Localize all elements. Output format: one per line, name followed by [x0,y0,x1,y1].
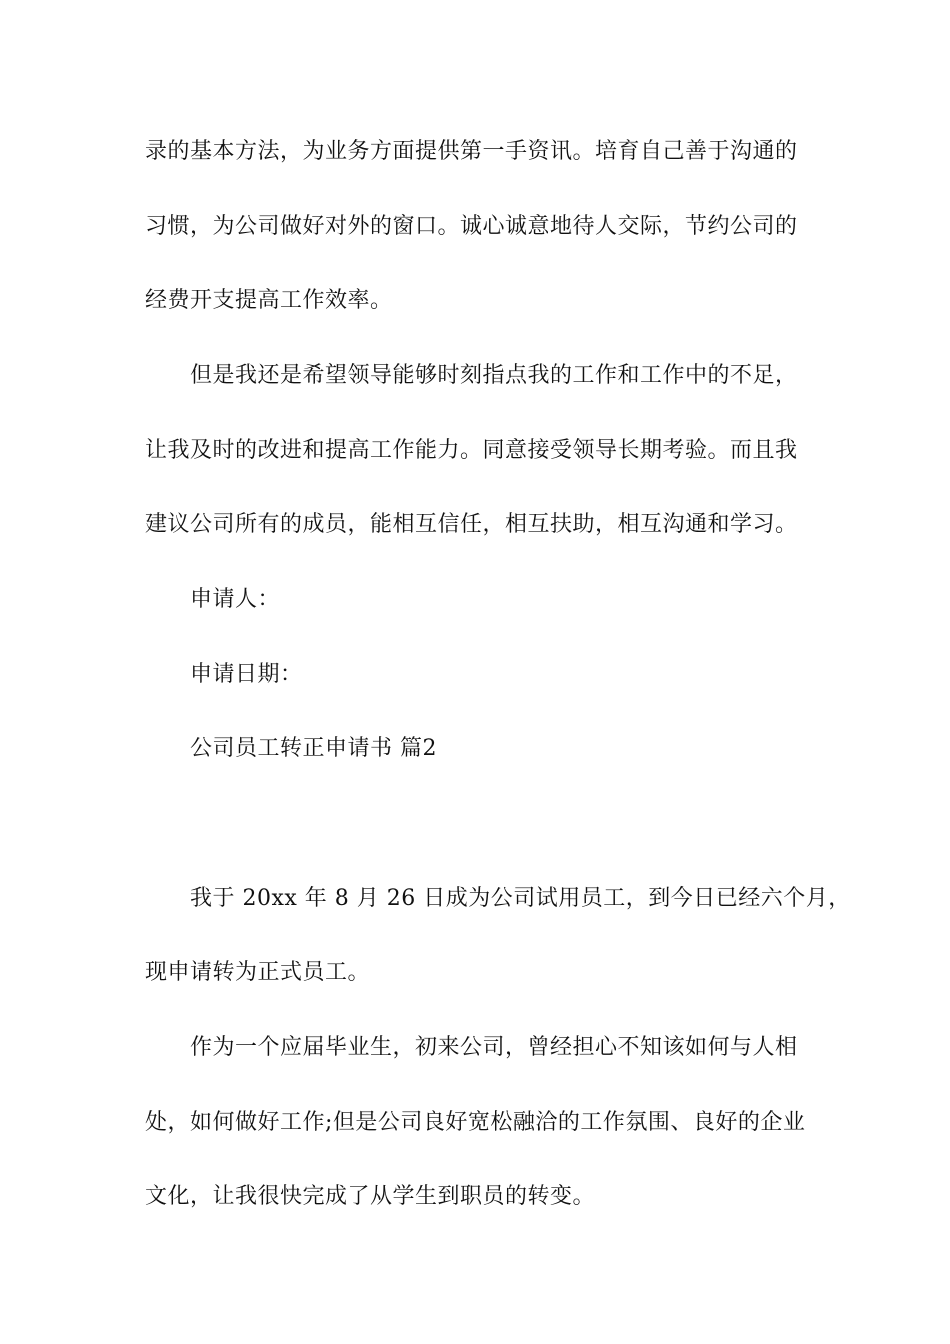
section-title: 公司员工转正申请书 篇2 [190,736,437,761]
application-date-label: 申请日期： [190,662,303,687]
paragraph-line: 我于 20xx 年 8 月 26 日成为公司试用员工，到今日已经六个月， [190,886,851,911]
paragraph-line: 但是我还是希望领导能够时刻指点我的工作和工作中的不足， [190,363,798,388]
paragraph-line: 习惯，为公司做好对外的窗口。诚心诚意地待人交际，节约公司的 [145,214,798,239]
applicant-label: 申请人： [190,587,281,612]
paragraph-line: 现申请转为正式员工。 [145,960,371,985]
paragraph-line: 录的基本方法，为业务方面提供第一手资讯。培育自己善于沟通的 [145,139,798,164]
paragraph-line: 建议公司所有的成员，能相互信任，相互扶助，相互沟通和学习。 [145,512,798,537]
paragraph-line: 文化，让我很快完成了从学生到职员的转变。 [145,1184,596,1209]
paragraph-line: 让我及时的改进和提高工作能力。同意接受领导长期考验。而且我 [145,438,798,463]
paragraph-line: 经费开支提高工作效率。 [145,288,393,313]
paragraph-line: 作为一个应届毕业生，初来公司，曾经担心不知该如何与人相 [190,1035,798,1060]
paragraph-line: 处，如何做好工作;但是公司良好宽松融洽的工作氛围、良好的企业 [145,1110,806,1135]
